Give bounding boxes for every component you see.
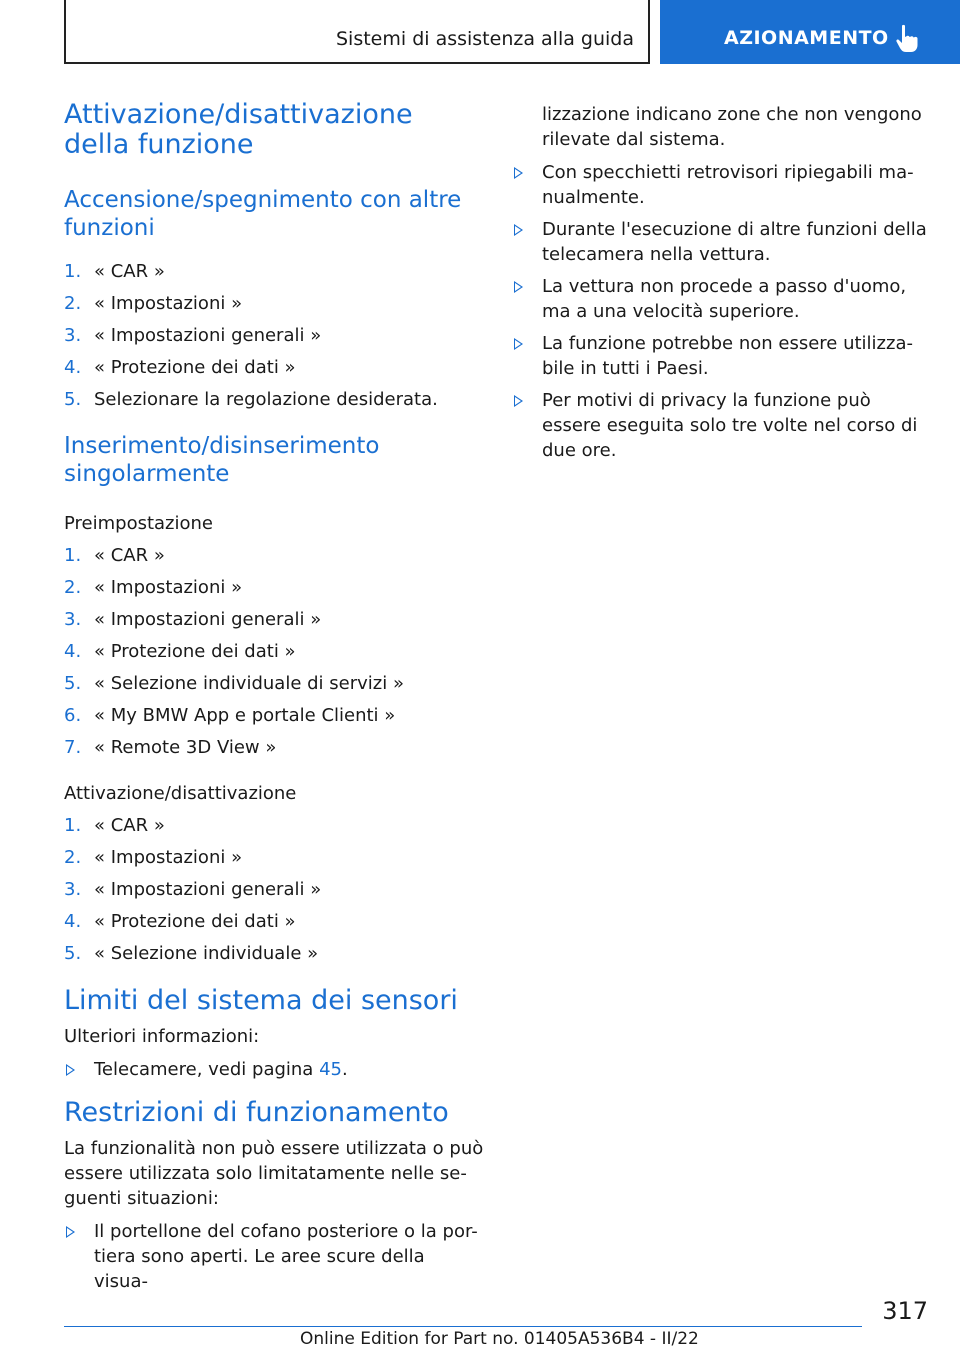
right-column: [512, 96, 932, 470]
hand-pointer-icon: [894, 24, 920, 54]
list-item: 7. « Remote 3D View »: [64, 737, 277, 758]
continued-text: lizzazione indicano zone che non vengono rilevate dal sistema.: [542, 104, 922, 150]
restrictions-list-continued: [512, 160, 932, 463]
heading-restrictions: Restrizioni di funzionamento: [64, 1097, 449, 1128]
left-column: [64, 96, 484, 1301]
triangle-bullet-icon: [514, 167, 523, 179]
section-title: Sistemi di assistenza alla guida: [335, 28, 634, 50]
edition-text: Online Edition for Part no. 01405A536B4 - II/22: [300, 1329, 699, 1349]
list-item: 5. Selezionare la regolazione desiderata.: [64, 389, 438, 410]
list-item: 4. « Protezione dei dati »: [64, 641, 296, 662]
page-number: 317: [882, 1297, 928, 1325]
triangle-bullet-icon: [514, 224, 523, 236]
chapter-title: AZIONAMENTO: [724, 27, 889, 49]
triangle-bullet-icon: [66, 1226, 75, 1238]
chapter-tab: [660, 0, 960, 64]
triangle-bullet-icon: [514, 338, 523, 350]
preset-label: Preimpostazione: [64, 513, 214, 534]
heading-limits: Limiti del sistema dei sensori: [64, 985, 458, 1016]
toggle-label: Attivazione/disattivazione: [64, 783, 297, 804]
list-item: La vettura non procede a passo d'uomo, ma a una velocità superiore.: [512, 274, 932, 324]
further-info: Ulteriori informazioni:: [64, 1026, 260, 1047]
list-item: 4. « Protezione dei dati »: [64, 911, 296, 932]
list-item: Durante l'esecuzione di altre funzioni della telecamera nella vettura.: [512, 217, 932, 267]
steps-list-2: [64, 544, 484, 760]
list-item: Per motivi di privacy la funzione può essere eseguita solo tre volte nel corso di due ore.: [512, 388, 932, 463]
triangle-bullet-icon: [66, 1064, 75, 1076]
list-item: 2. « Impostazioni »: [64, 847, 243, 868]
section-header: [64, 0, 650, 64]
list-item: Con specchietti retrovisori ripiegabili ma-nualmente.: [512, 160, 932, 210]
restrictions-body: La funzionalità non può essere utilizzata o può essere utilizzata solo limitatamente nelle se-guenti situazioni:: [64, 1138, 484, 1209]
list-item: 1. « CAR »: [64, 261, 165, 282]
list-item: 1. « CAR »: [64, 545, 165, 566]
list-item: Telecamere, vedi pagina 45.: [64, 1057, 484, 1082]
heading-activation: Attivazione/disattivazione della funzione: [64, 99, 413, 160]
triangle-bullet-icon: [514, 281, 523, 293]
steps-list-3: [64, 814, 484, 966]
triangle-bullet-icon: [514, 395, 523, 407]
reference-list: [64, 1057, 484, 1082]
list-item: La funzione potrebbe non essere utilizza-bile in tutti i Paesi.: [512, 331, 932, 381]
steps-list-1: [64, 260, 484, 412]
list-item: 2. « Impostazioni »: [64, 293, 243, 314]
list-item: 4. « Protezione dei dati »: [64, 357, 296, 378]
list-item: 3. « Impostazioni generali »: [64, 609, 322, 630]
list-item: 3. « Impostazioni generali »: [64, 325, 322, 346]
list-item: 3. « Impostazioni generali »: [64, 879, 322, 900]
list-item: 5. « Selezione individuale di servizi »: [64, 673, 404, 694]
list-item: Il portellone del cofano posteriore o la por-tiera sono aperti. Le aree scure della visua-: [64, 1219, 484, 1294]
heading-on-off-other: Accensione/spegnimento con altre funzioni: [64, 187, 462, 241]
heading-individual: Inserimento/disinserimento singolarmente: [64, 433, 380, 487]
footer-divider: [64, 1326, 862, 1327]
restrictions-list: [64, 1219, 484, 1294]
list-item: 1. « CAR »: [64, 815, 165, 836]
list-item: 2. « Impostazioni »: [64, 577, 243, 598]
list-item: 5. « Selezione individuale »: [64, 943, 319, 964]
page-link[interactable]: 45: [319, 1059, 342, 1080]
list-item: 6. « My BMW App e portale Clienti »: [64, 705, 396, 726]
